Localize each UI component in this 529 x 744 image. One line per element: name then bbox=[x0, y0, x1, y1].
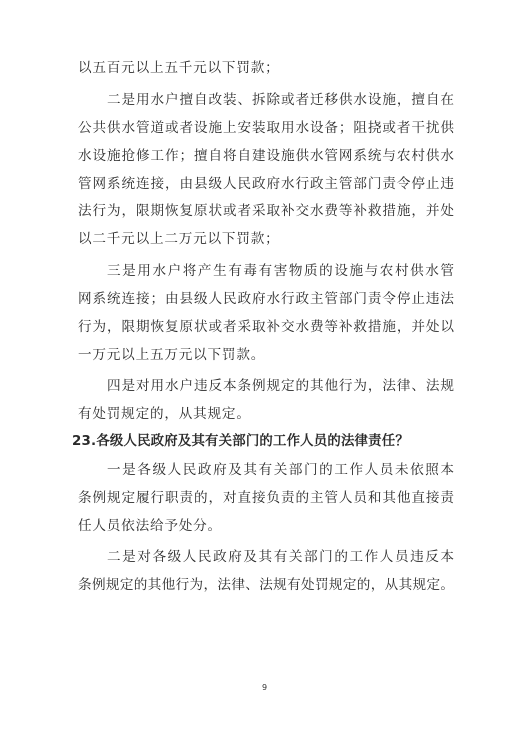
text-line-19: 条例规定的其他行为，法律、法规有处罚规定的，从其规定。 bbox=[78, 577, 454, 593]
text-line-2: 二是用水户擅自改装、拆除或者迁移供水设施，擅自在 bbox=[107, 92, 454, 108]
text-line-11: 一万元以上五万元以下罚款。 bbox=[78, 347, 266, 363]
text-line-5: 管网系统连接，由县级人民政府水行政主管部门责令停止违 bbox=[78, 176, 454, 192]
text-line-1: 以五百元以上五千元以下罚款； bbox=[78, 60, 280, 76]
text-line-4: 水设施抢修工作；擅自将自建设施供水管网系统与农村供水 bbox=[78, 148, 454, 164]
text-line-16: 条例规定履行职责的，对直接负责的主管人员和其他直接责 bbox=[78, 490, 454, 506]
text-line-8: 三是用水户将产生有毒有害物质的设施与农村供水管 bbox=[107, 263, 454, 279]
text-line-6: 法行为，限期恢复原状或者采取补交水费等补救措施，并处 bbox=[78, 203, 454, 219]
page-number: 9 bbox=[261, 683, 268, 692]
text-line-12: 四是对用水户违反本条例规定的其他行为，法律、法规 bbox=[107, 378, 454, 394]
text-line-7: 以二千元以上二万元以下罚款； bbox=[78, 231, 280, 247]
section-heading-23: 23.各级人民政府及其有关部门的工作人员的法律责任？ bbox=[72, 434, 409, 449]
text-line-13: 有处罚规定的，从其规定。 bbox=[78, 406, 251, 422]
text-line-10: 行为，限期恢复原状或者采取补交水费等补救措施，并处以 bbox=[78, 319, 454, 335]
text-line-15: 一是各级人民政府及其有关部门的工作人员未依照本 bbox=[107, 462, 454, 478]
text-line-3: 公共供水管道或者设施上安装取用水设备；阻挠或者干扰供 bbox=[78, 120, 454, 136]
text-line-18: 二是对各级人民政府及其有关部门的工作人员违反本 bbox=[107, 549, 454, 565]
text-line-9: 网系统连接；由县级人民政府水行政主管部门责令停止违法 bbox=[78, 291, 454, 307]
text-line-17: 任人员依法给予处分。 bbox=[78, 518, 222, 534]
